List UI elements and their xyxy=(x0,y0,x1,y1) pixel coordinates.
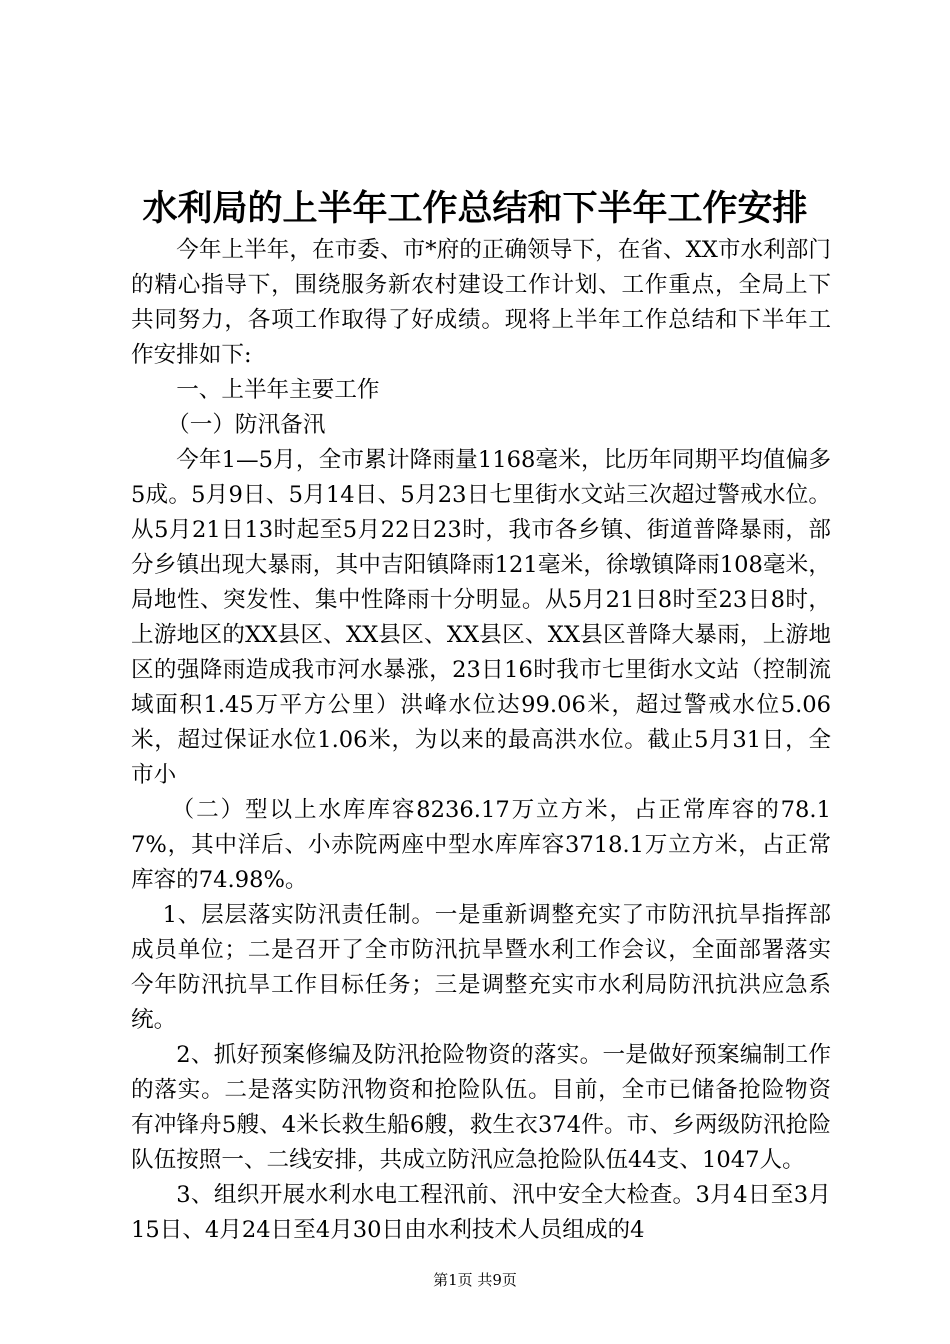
reservoir-paragraph: （二）型以上水库库容8236.17万立方米，占正常库容的78.17%，其中洋后、小赤院两座中型水库库容3718.1万立方米，占正常库容的74.98%。 xyxy=(131,797,831,893)
section-heading: 一、上半年主要工作 xyxy=(176,377,380,403)
intro-paragraph: 今年上半年，在市委、市*府的正确领导下，在省、XX市水利部门的精心指导下，围绕服务新农村建设工作计划、工作重点，全局上下共同努力，各项工作取得了好成绩。现将上半年工作总结和下半年工作安排如下: xyxy=(131,237,831,368)
item-paragraph-2: 2、抓好预案修编及防汛抢险物资的落实。一是做好预案编制工作的落实。二是落实防汛物资和抢险队伍。目前，全市已储备抢险物资有冲锋舟5艘、4米长救生船6艘，救生衣374件。市、乡两级防汛抢险队伍按照一、二线安排，共成立防汛应急抢险队伍44支、1047人。 xyxy=(131,1042,831,1173)
page-footer: 第1页 共9页 xyxy=(433,1271,517,1289)
document-title: 水利局的上半年工作总结和下半年工作安排 xyxy=(142,189,808,229)
flood-paragraph: 今年1—5月，全市累计降雨量1168毫米，比历年同期平均值偏多5成。5月9日、5月14日、5月23日七里街水文站三次超过警戒水位。从5月21日13时起至5月22日23时，我市各乡镇、街道普降暴雨，部分乡镇出现大暴雨，其中吉阳镇降雨121毫米，徐墩镇降雨108毫米，局地性、突发性、集中性降雨十分明显。从5月21日8时至23日8时，上游地区的XX县区、XX县区、XX县区、XX县区普降大暴雨，上游地区的强降雨造成我市河水暴涨，23日16时我市七里街水文站（控制流域面积1.45万平方公里）洪峰水位达99.06米，超过警戒水位5.06米，超过保证水位1.06米，为以来的最高洪水位。截止5月31日，全市小 xyxy=(131,447,831,788)
subsection-heading: （一）防汛备汛 xyxy=(167,412,326,438)
item-paragraph-3: 3、组织开展水利水电工程汛前、汛中安全大检查。3月4日至3月15日、4月24日至4月30日由水利技术人员组成的4 xyxy=(131,1182,831,1243)
document-body xyxy=(131,233,831,1248)
item-paragraph-1: 1、层层落实防汛责任制。一是重新调整充实了市防汛抗旱指挥部成员单位；二是召开了全市防汛抗旱暨水利工作会议，全面部署落实今年防汛抗旱工作目标任务；三是调整充实市水利局防汛抗洪应急系统。 xyxy=(131,902,831,1033)
